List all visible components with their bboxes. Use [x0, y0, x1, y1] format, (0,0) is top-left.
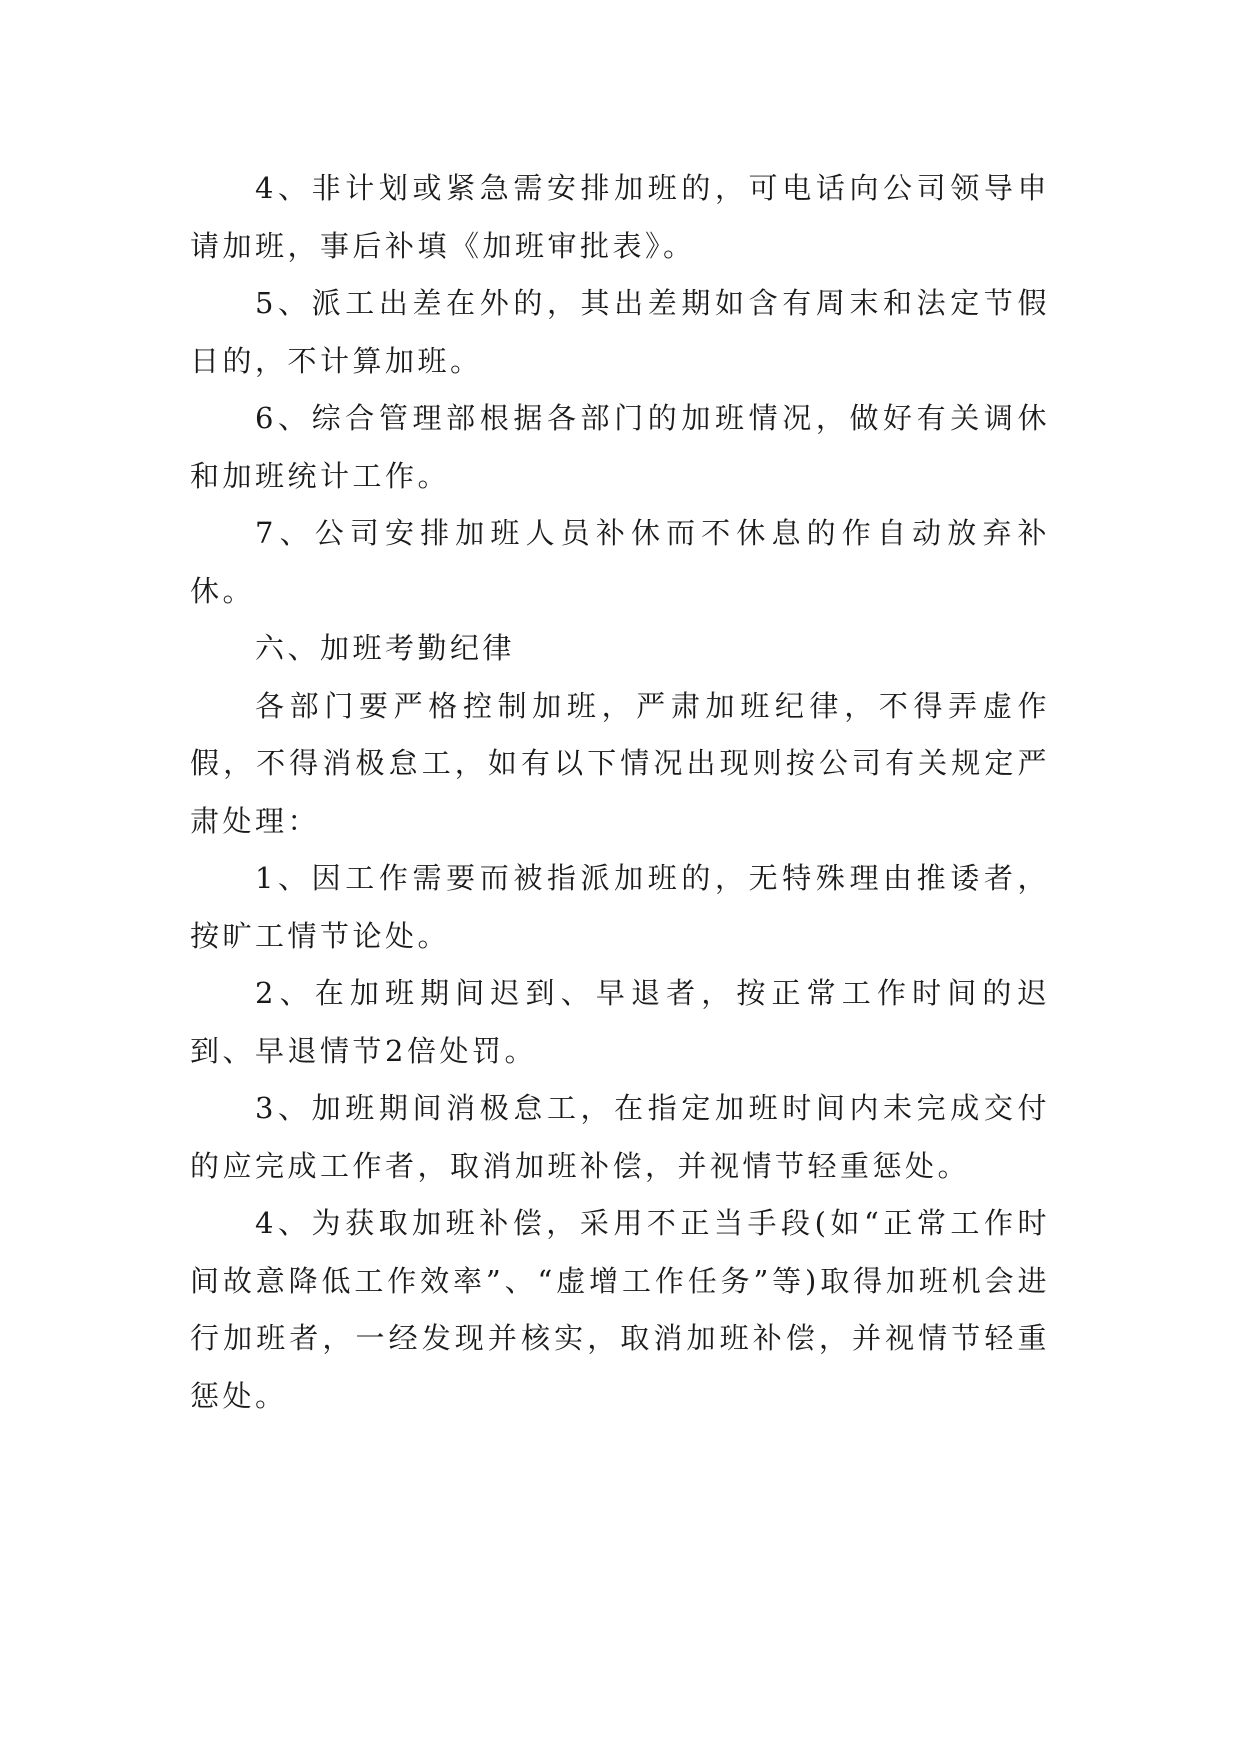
document-body [190, 160, 1050, 1425]
paragraph-item-6-statistics: 6、综合管理部根据各部门的加班情况，做好有关调休和加班统计工作。 [190, 401, 1050, 493]
paragraph-item-7-compensatory-leave: 7、公司安排加班人员补休而不休息的作自动放弃补休。 [190, 516, 1050, 608]
paragraph-rule-3: 3、加班期间消极怠工，在指定加班时间内未完成交付的应完成工作者，取消加班补偿，并视情节轻重惩处。 [190, 1091, 1050, 1183]
paragraph-item-5-business-trip: 5、派工出差在外的，其出差期如含有周末和法定节假日的，不计算加班。 [190, 286, 1050, 378]
paragraph-item-4-emergency-overtime: 4、非计划或紧急需安排加班的，可电话向公司领导申请加班，事后补填《加班审批表》。 [190, 171, 1050, 263]
paragraph-discipline-intro: 各部门要严格控制加班，严肃加班纪律，不得弄虚作假，不得消极怠工，如有以下情况出现则按公司有关规定严肃处理： [190, 688, 1050, 838]
section-heading-attendance-discipline: 六、加班考勤纪律 [255, 631, 516, 665]
paragraph-rule-2: 2、在加班期间迟到、早退者，按正常工作时间的迟到、早退情节2倍处罚。 [190, 976, 1050, 1068]
paragraph-rule-4: 4、为获取加班补偿，采用不正当手段(如“正常工作时间故意降低工作效率”、“虚增工作任务”等)取得加班机会进行加班者，一经发现并核实，取消加班补偿，并视情节轻重惩处。 [190, 1206, 1050, 1413]
paragraph-rule-1: 1、因工作需要而被指派加班的，无特殊理由推诿者，按旷工情节论处。 [190, 861, 1050, 953]
